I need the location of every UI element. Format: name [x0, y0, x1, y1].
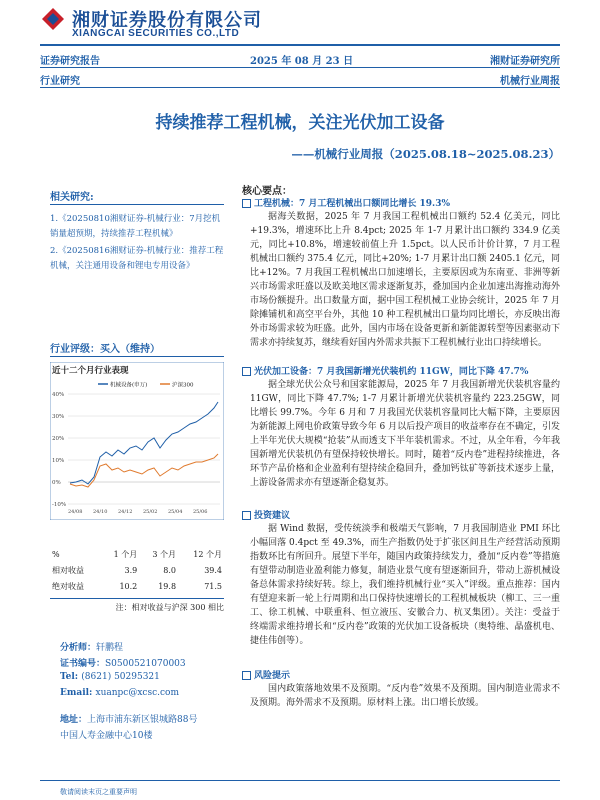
related-list [50, 212, 224, 276]
report-category-right: 机械行业周报 [500, 76, 560, 87]
table-header-cell: 3 个月 [152, 549, 177, 559]
section-marker-icon [242, 367, 251, 376]
address-line [60, 712, 197, 725]
tel-value: (8621) 50295321 [81, 672, 160, 682]
x-tick-label: 24/12 [118, 509, 133, 515]
research-institute: 湘财证券研究所 [490, 56, 560, 67]
report-category: 行业研究 [40, 76, 80, 87]
report-date: 2025 年 08 月 23 日 [250, 56, 354, 67]
page-subtitle: ——机械行业周报（2025.08.18~2025.08.23） [291, 147, 560, 161]
analyst-line [60, 640, 123, 653]
table-row [50, 578, 224, 594]
table-note: 注：相对收益与沪深 300 相比 [115, 603, 224, 612]
rating-divider [50, 356, 224, 357]
x-tick-label: 25/06 [193, 509, 208, 515]
analyst-name: 轩鹏程 [96, 643, 124, 653]
footer-disclaimer[interactable]: 敬请阅读末页之重要声明 [60, 788, 137, 796]
x-tick-label: 24/08 [68, 509, 83, 515]
cert-line [60, 656, 186, 669]
performance-table [50, 546, 224, 594]
email-line [60, 688, 179, 698]
footer-divider [40, 780, 560, 781]
y-tick-label: 20% [52, 436, 65, 442]
table-header-cell: % [52, 549, 60, 559]
table-header-row [50, 546, 224, 562]
section-text-risk: 国内政策落地效果不及预期。“反内卷”效果不及预期。国内制造业需求不及预期。海外需求不及预期。原材料上涨。出口增长放缓。 [250, 684, 560, 708]
y-tick-label: -10% [52, 502, 67, 508]
address-value-1: 上海市浦东新区银城路88号 [87, 715, 198, 725]
cert-value: S0500521070003 [105, 659, 186, 669]
tel-line [60, 672, 160, 682]
section-marker-icon [242, 671, 251, 680]
x-tick-label: 25/02 [143, 509, 158, 515]
legend-label-series-2: 沪深300 [172, 382, 194, 389]
related-heading: 相关研究: [50, 192, 94, 203]
address-value-2: 中国人寿金融中心10楼 [60, 731, 153, 741]
table-header-cell: 12 个月 [193, 549, 222, 559]
cert-label: 证书编号： [60, 659, 106, 669]
address-label: 地址： [60, 715, 88, 725]
address-line-2 [60, 728, 152, 741]
key-points-heading: 核心要点： [242, 186, 292, 197]
table-cell: 10.2 [119, 581, 138, 591]
y-tick-label: 30% [52, 414, 65, 420]
analyst-label: 分析师： [60, 643, 97, 653]
chart-svg [50, 362, 224, 520]
section-heading-construction: 工程机械：7 月工程机械出口额同比增长 19.3% [242, 196, 450, 209]
chart-title: 近十二个月行业表现 [52, 366, 129, 376]
company-name-en: XIANGCAI SECURITIES CO.,LTD [72, 28, 240, 39]
table-cell: 19.8 [158, 581, 177, 591]
related-item[interactable]: 1.《20250810湘财证券-机械行业：7月挖机销量超预期，持续推荐工程机械》 [50, 214, 221, 239]
table-cell: 绝对收益 [52, 581, 84, 591]
email-label: Email: [60, 688, 93, 698]
report-type: 证券研究报告 [40, 56, 100, 67]
series-machinery-line [70, 402, 218, 484]
header-divider-2 [40, 67, 560, 68]
section-heading-pv: 光伏加工设备：7 月我国新增光伏装机约 11GW，同比下降 47.7% [242, 364, 528, 377]
table-cell: 8.0 [163, 565, 177, 575]
table-row [50, 562, 224, 578]
table-cell: 3.9 [124, 565, 138, 575]
y-tick-label: 10% [52, 458, 65, 464]
y-tick-label: 40% [52, 392, 65, 398]
page-title: 持续推荐工程机械，关注光伏加工设备 [155, 113, 445, 133]
y-tick-label: 0% [52, 480, 61, 486]
section-marker-icon [242, 199, 251, 208]
x-tick-label: 24/10 [93, 509, 108, 515]
industry-performance-chart [50, 362, 224, 520]
table-cell: 相对收益 [52, 565, 84, 575]
company-logo [40, 6, 66, 32]
section-text-investment: 据 Wind 数据，受传统淡季和极端天气影响，7 月我国制造业 PMI 环比小幅回落 0.4pct 至 49.3%，而生产指数仍处于扩张区间且生产经营活动预期指数环比有所回升。展望下半年，随国内政策持续发力，叠加“反内卷”等措施有望带动制造业盈利能力修复，制造业景气度有望逐渐回升，带动上游机械设备总体需求持续好转。综上，我们维持机械行业“买入”评级。重点推荐：国内有望迎来新一轮上行周期和出口保持快速增长的工程机械板块（柳工、三一重工、徐工机械、中联重科、恒立液压、安徽合力、杭叉集团）。关注：受益于终端需求维持增长和“反内卷”政策的光伏加工设备板块（奥特维、晶盛机电、捷佳伟创等）。 [250, 524, 560, 646]
rating-heading: 行业评级：买入（维持） [50, 344, 160, 355]
section-text-construction: 据海关数据，2025 年 7 月我国工程机械出口额约 52.4 亿美元，同比+19.3%，增速环比上升 8.4pct; 2025 年 1-7 月累计出口额约 334.9 亿美元，同比+10.8%，增速较前值上升 1.5pct。以人民币计价计算，7 月工程机械出口额约 375.4 亿元，同比+20%; 1-7 月累计出口额 2405.1 亿元，同比+12%。7 月我国工程机械出口加速增长，主要原因或为东南亚、非洲等新兴市场需求旺盛以及欧美地区需求逐渐复苏，叠加国内企业加速出海推动海外市场份额提升。出口数量方面，据中国工程机械工业协会统计，2025 年 7 月除摊铺机和高空平台外，其他 10 种工程机械出口量均同比增长，亦反映出海外市场需求较为旺盛。此外，国内市场在设备更新和新能源转型等因素驱动下需求亦持续复苏，继续看好国内外需求共振下工程机械行业出口持续增长。 [250, 212, 560, 348]
company-name-cn: 湘财证券股份有限公司 [72, 10, 262, 31]
table-cell: 39.4 [204, 565, 222, 575]
header-divider [40, 44, 560, 46]
legend-label-series-1: 机械设备(申万) [110, 382, 148, 389]
header-divider-3 [40, 87, 560, 88]
x-tick-label: 25/04 [168, 509, 183, 515]
related-divider [50, 204, 224, 205]
table-header-cell: 1 个月 [113, 549, 138, 559]
table-cell: 71.5 [204, 581, 222, 591]
section-heading-investment: 投资建议 [242, 508, 290, 521]
section-text-pv: 据全球光伏公众号和国家能源局，2025 年 7 月我国新增光伏装机容量约 11GW，同比下降 47.7%; 1-7 月累计新增光伏装机容量约 223.25GW，同比增长 99.7%。今年 6 月和 7 月我国光伏装机容量同比大幅下降，主要原因为新能源上网电价政策导致今年 6 月以后投产项目的收益率存在不确定，引发上半年光伏大规模“抢装”从而透支下半年装机需求。不过，从全年看，今年我国新增光伏装机仍有望保持较快增长。同时，随着“反内卷”进程持续推进，各环节产品价格和企业盈利有望持续企稳回升，叠加钙钛矿等新技术逐步上量，上游设备需求亦有望逐渐企稳复苏。 [250, 380, 560, 488]
section-marker-icon [242, 511, 251, 520]
table-divider [50, 598, 224, 599]
section-heading-risk: 风险提示 [242, 668, 290, 681]
tel-label: Tel: [60, 672, 79, 682]
related-item[interactable]: 2.《20250816湘财证券-机械行业：推荐工程机械，关注通用设备和锂电专用设备》 [50, 246, 224, 271]
email-value[interactable]: xuanpc@xcsc.com [95, 688, 179, 698]
